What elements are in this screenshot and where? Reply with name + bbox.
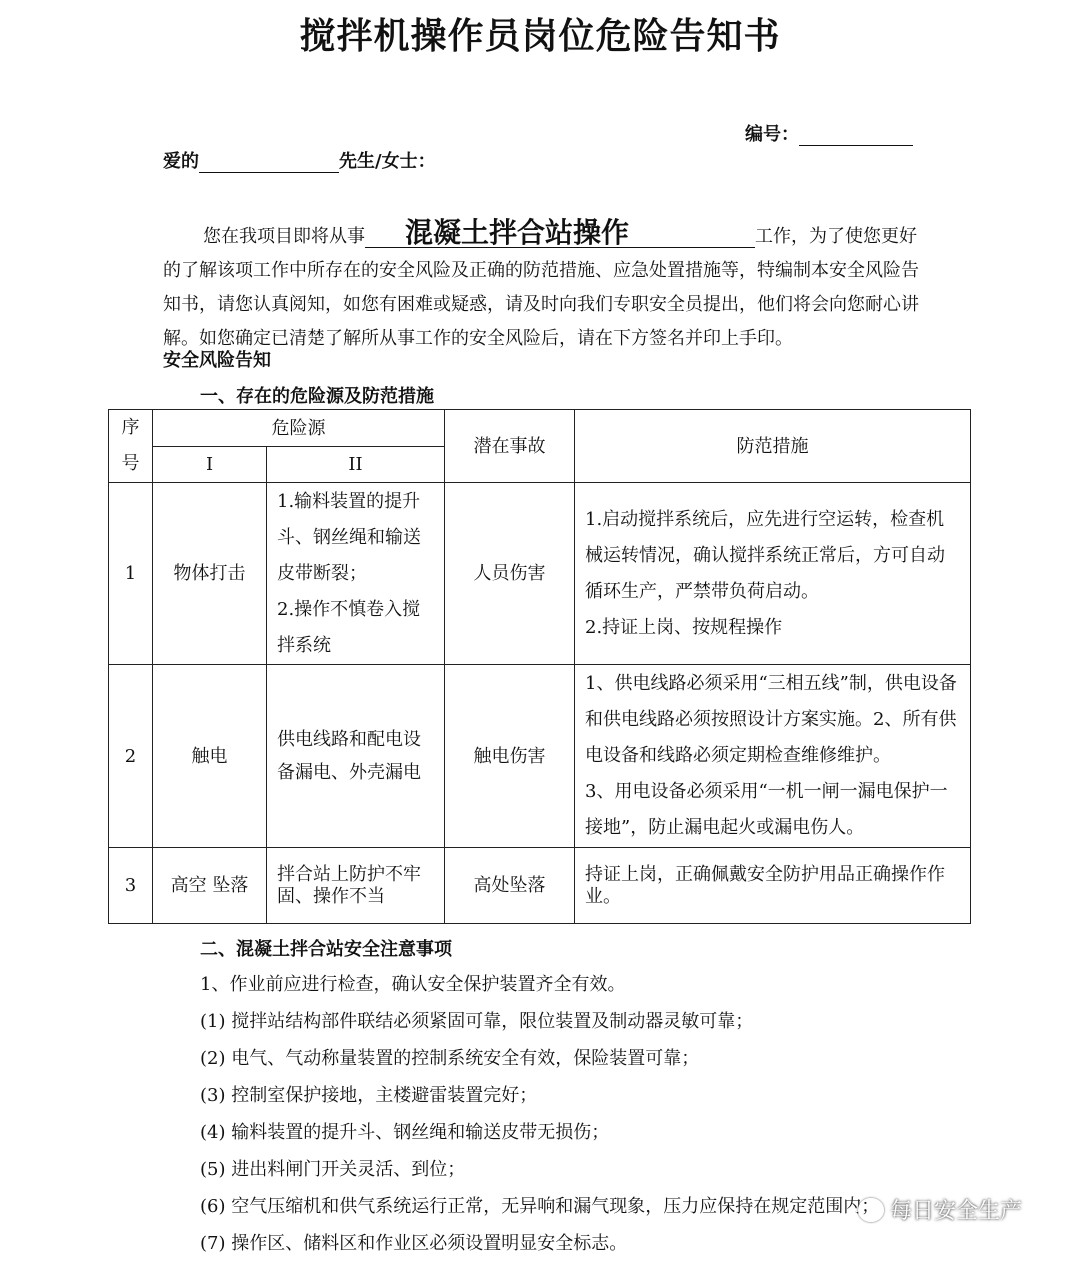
table-row	[109, 848, 971, 924]
row-index: 2	[109, 665, 153, 848]
row-hazard-2: 拌合站上防护不牢固、操作不当	[267, 848, 445, 924]
row-accident: 触电伤害	[445, 665, 575, 848]
row-index: 3	[109, 848, 153, 924]
number-label: 编号：	[745, 124, 799, 145]
table-row	[109, 665, 971, 848]
name-blank	[199, 154, 339, 173]
document-title: 搅拌机操作员岗位危险告知书	[299, 16, 781, 57]
greeting-prefix: 爱的	[163, 151, 199, 172]
list-item: (4) 输料装置的提升斗、钢丝绳和输送皮带无损伤；	[200, 1122, 610, 1143]
row-measures: 1、供电线路必须采用“三相五线”制，供电设备和供电线路必须按照设计方案实施。2、所有供电设备和线路必须定期检查维修维护。 3、用电设备必须采用“一机一闸一漏电保护一接地”，防止漏电起火或漏电伤人。	[575, 665, 971, 848]
job-title: 混凝土拌合站操作	[365, 218, 755, 248]
row-hazard-2: 1.输料装置的提升斗、钢丝绳和输送皮带断裂； 2.操作不慎卷入搅拌系统	[267, 483, 445, 665]
row-hazard-1: 高空 坠落	[153, 848, 267, 924]
intro-after: 工作，为了使您更好的了解该项工作中所存在的安全风险及正确的防范措施、应急处置措施等，特编制本安全风险告知书，请您认真阅知，如您有困难或疑惑，请及时向我们专职安全员提出，他们将会向您耐心讲解。如您确定已清楚了解所从事工作的安全风险后，请在下方签名并印上手印。	[163, 226, 919, 349]
watermark-text: 每日安全生产	[890, 1199, 1023, 1224]
number-blank	[799, 127, 913, 146]
part1-title: 一、存在的危险源及防范措施	[200, 386, 434, 407]
intro-before: 您在我项目即将从事	[203, 226, 365, 247]
section-title: 安全风险告知	[163, 350, 271, 371]
part2-title: 二、混凝土拌合站安全注意事项	[200, 939, 452, 960]
row-accident: 人员伤害	[445, 483, 575, 665]
table-header-row	[109, 410, 971, 447]
greeting-suffix: 先生/女士：	[339, 151, 436, 172]
watermark	[858, 1194, 1022, 1225]
row-measures: 持证上岗，正确佩戴安全防护用品正确操作作业。	[575, 848, 971, 924]
intro-paragraph	[163, 218, 923, 356]
row-hazard-2: 供电线路和配电设备漏电、外壳漏电	[267, 665, 445, 848]
header-hazard-1: I	[153, 447, 267, 483]
notes-list	[200, 966, 960, 1262]
greeting	[163, 147, 436, 173]
list-item: (7) 操作区、储料区和作业区必须设置明显安全标志。	[200, 1233, 628, 1254]
header-hazard-2: II	[267, 447, 445, 483]
row-index: 1	[109, 483, 153, 665]
header-hazard: 危险源	[153, 410, 445, 447]
row-measures: 1.启动搅拌系统后，应先进行空运转，检查机械运转情况，确认搅拌系统正常后，方可自动循环生产，严禁带负荷启动。 2.持证上岗、按规程操作	[575, 483, 971, 665]
list-item: (5) 进出料闸门开关灵活、到位；	[200, 1159, 466, 1180]
list-item: (6) 空气压缩机和供气系统运行正常，无异响和漏气现象，压力应保持在规定范围内；	[200, 1196, 880, 1217]
wechat-icon	[858, 1198, 884, 1222]
list-item: (2) 电气、气动称量装置的控制系统安全有效，保险装置可靠；	[200, 1048, 700, 1069]
header-accident: 潜在事故	[445, 410, 575, 483]
table-row	[109, 483, 971, 665]
list-item: 1、作业前应进行检查，确认安全保护装置齐全有效。	[200, 974, 626, 995]
document-number	[745, 120, 913, 146]
list-item: (1) 搅拌站结构部件联结必须紧固可靠，限位装置及制动器灵敏可靠；	[200, 1011, 754, 1032]
list-item: (3) 控制室保护接地，主楼避雷装置完好；	[200, 1085, 538, 1106]
row-hazard-1: 触电	[153, 665, 267, 848]
hazard-table	[108, 409, 971, 924]
row-accident: 高处坠落	[445, 848, 575, 924]
row-hazard-1: 物体打击	[153, 483, 267, 665]
header-index: 序号	[109, 410, 153, 483]
header-measures: 防范措施	[575, 410, 971, 483]
